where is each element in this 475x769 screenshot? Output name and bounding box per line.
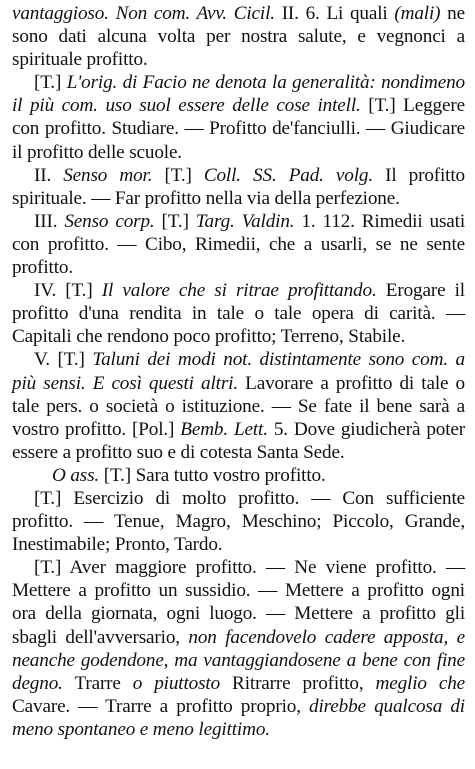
text-run: [T.] Esercizio di molto profitto. — Con sufficiente profitto. — Tenue, Magro, Meschino; Piccolo, Grande, Inestimabile; Pronto, Tardo. [12,487,465,556]
italic-run: Senso mor. [63,164,153,186]
usage-examples-degree [12,487,465,556]
italic-run: direbbe qualcosa di meno spontaneo e meno legittimo. [12,695,465,740]
text-run: [T.] [152,164,204,186]
italic-run: o piuttosto [132,672,221,694]
italic-run: Coll. SS. Pad. volg. [203,164,373,186]
text-run: II. [34,164,64,186]
text-run: V. [T.] [34,349,93,371]
italic-run: non facendovelo cadere apposta, e neanche godendone, ma vantaggiandosene a bene con fine degno. [12,626,465,694]
text-run: Lavorare a profitto di tale o tale pers. o società o istituzione. — Se fate il bene sarà a vostro profitto. [Pol.] [12,372,465,440]
text-run: IV. [T.] [34,280,102,302]
text-run: 5. Dove giudicherà poter essere a profitto suo e di cotesta Santa Sede. [12,418,465,463]
text-run: Il profitto spirituale. — Far profitto nella via della perfezione. [12,164,465,209]
sense-value [12,279,465,348]
italic-run: vantaggioso. Non com. Avv. Cicil. [12,3,275,24]
absolute-use [12,464,465,487]
italic-run: Targ. Valdin. [195,210,295,232]
usage-examples-verbs [12,556,465,741]
italic-run: meglio che [375,672,466,694]
text-run: [T.] Leggere con profitto. Studiare. — Profitto de'fanciulli. — Giudicare il profitto delle scuole. [12,95,465,163]
text-run: Trarre [62,672,133,694]
italic-run: Bemb. Lett. [180,418,268,440]
sense-common-modes [12,348,465,463]
sense-moral [12,164,465,210]
text-run: [T.] [34,72,67,94]
italic-run: Il valore che si ritrae profittando. [101,280,377,302]
text-run: [T.] [154,210,196,232]
italic-run: Senso corp. [64,210,155,232]
entry-continuation [12,2,465,71]
text-run: Cavare. — Trarre a profitto proprio, [12,695,310,717]
text-run: Erogare il profitto d'una rendita in tale o tale opera di carità. — Capitali che rendono poco profitto; Terreno, Stabile. [12,280,465,348]
text-run: [T.] Aver maggiore profitto. — Ne viene profitto. — Mettere a profitto un sussidio. — Mettere a profitto ogni ora della giornata, ogni luogo. — Mettere a profitto gli sbagli dell'avversario, [12,557,465,648]
italic-run: (mali) [394,3,441,24]
text-run: Ritrarre profitto, [220,672,376,694]
italic-run: Taluni dei modi not. distintamente sono com. a più sensi. E così questi altri. [12,349,465,394]
italic-run: L'orig. di Facio ne denota la generalità: nondimeno il più com. uso suol essere delle cose intell. [12,72,465,117]
text-run: [T.] Sara tutto vostro profitto. [99,464,326,486]
entry-note-orig [12,71,465,163]
text-run: ne sono dati alcuna volta per nostra salute, e vegnonci a spirituale profitto. [12,3,465,71]
sense-corporal [12,210,465,279]
text-run: III. [34,210,65,232]
text-run: 1. 112. Rimedii usati con profitto. — Cibo, Rimedii, che a usarli, se ne sente profitto. [12,210,465,279]
italic-run: O ass. [52,464,100,486]
text-run: II. 6. Li quali [274,3,395,24]
